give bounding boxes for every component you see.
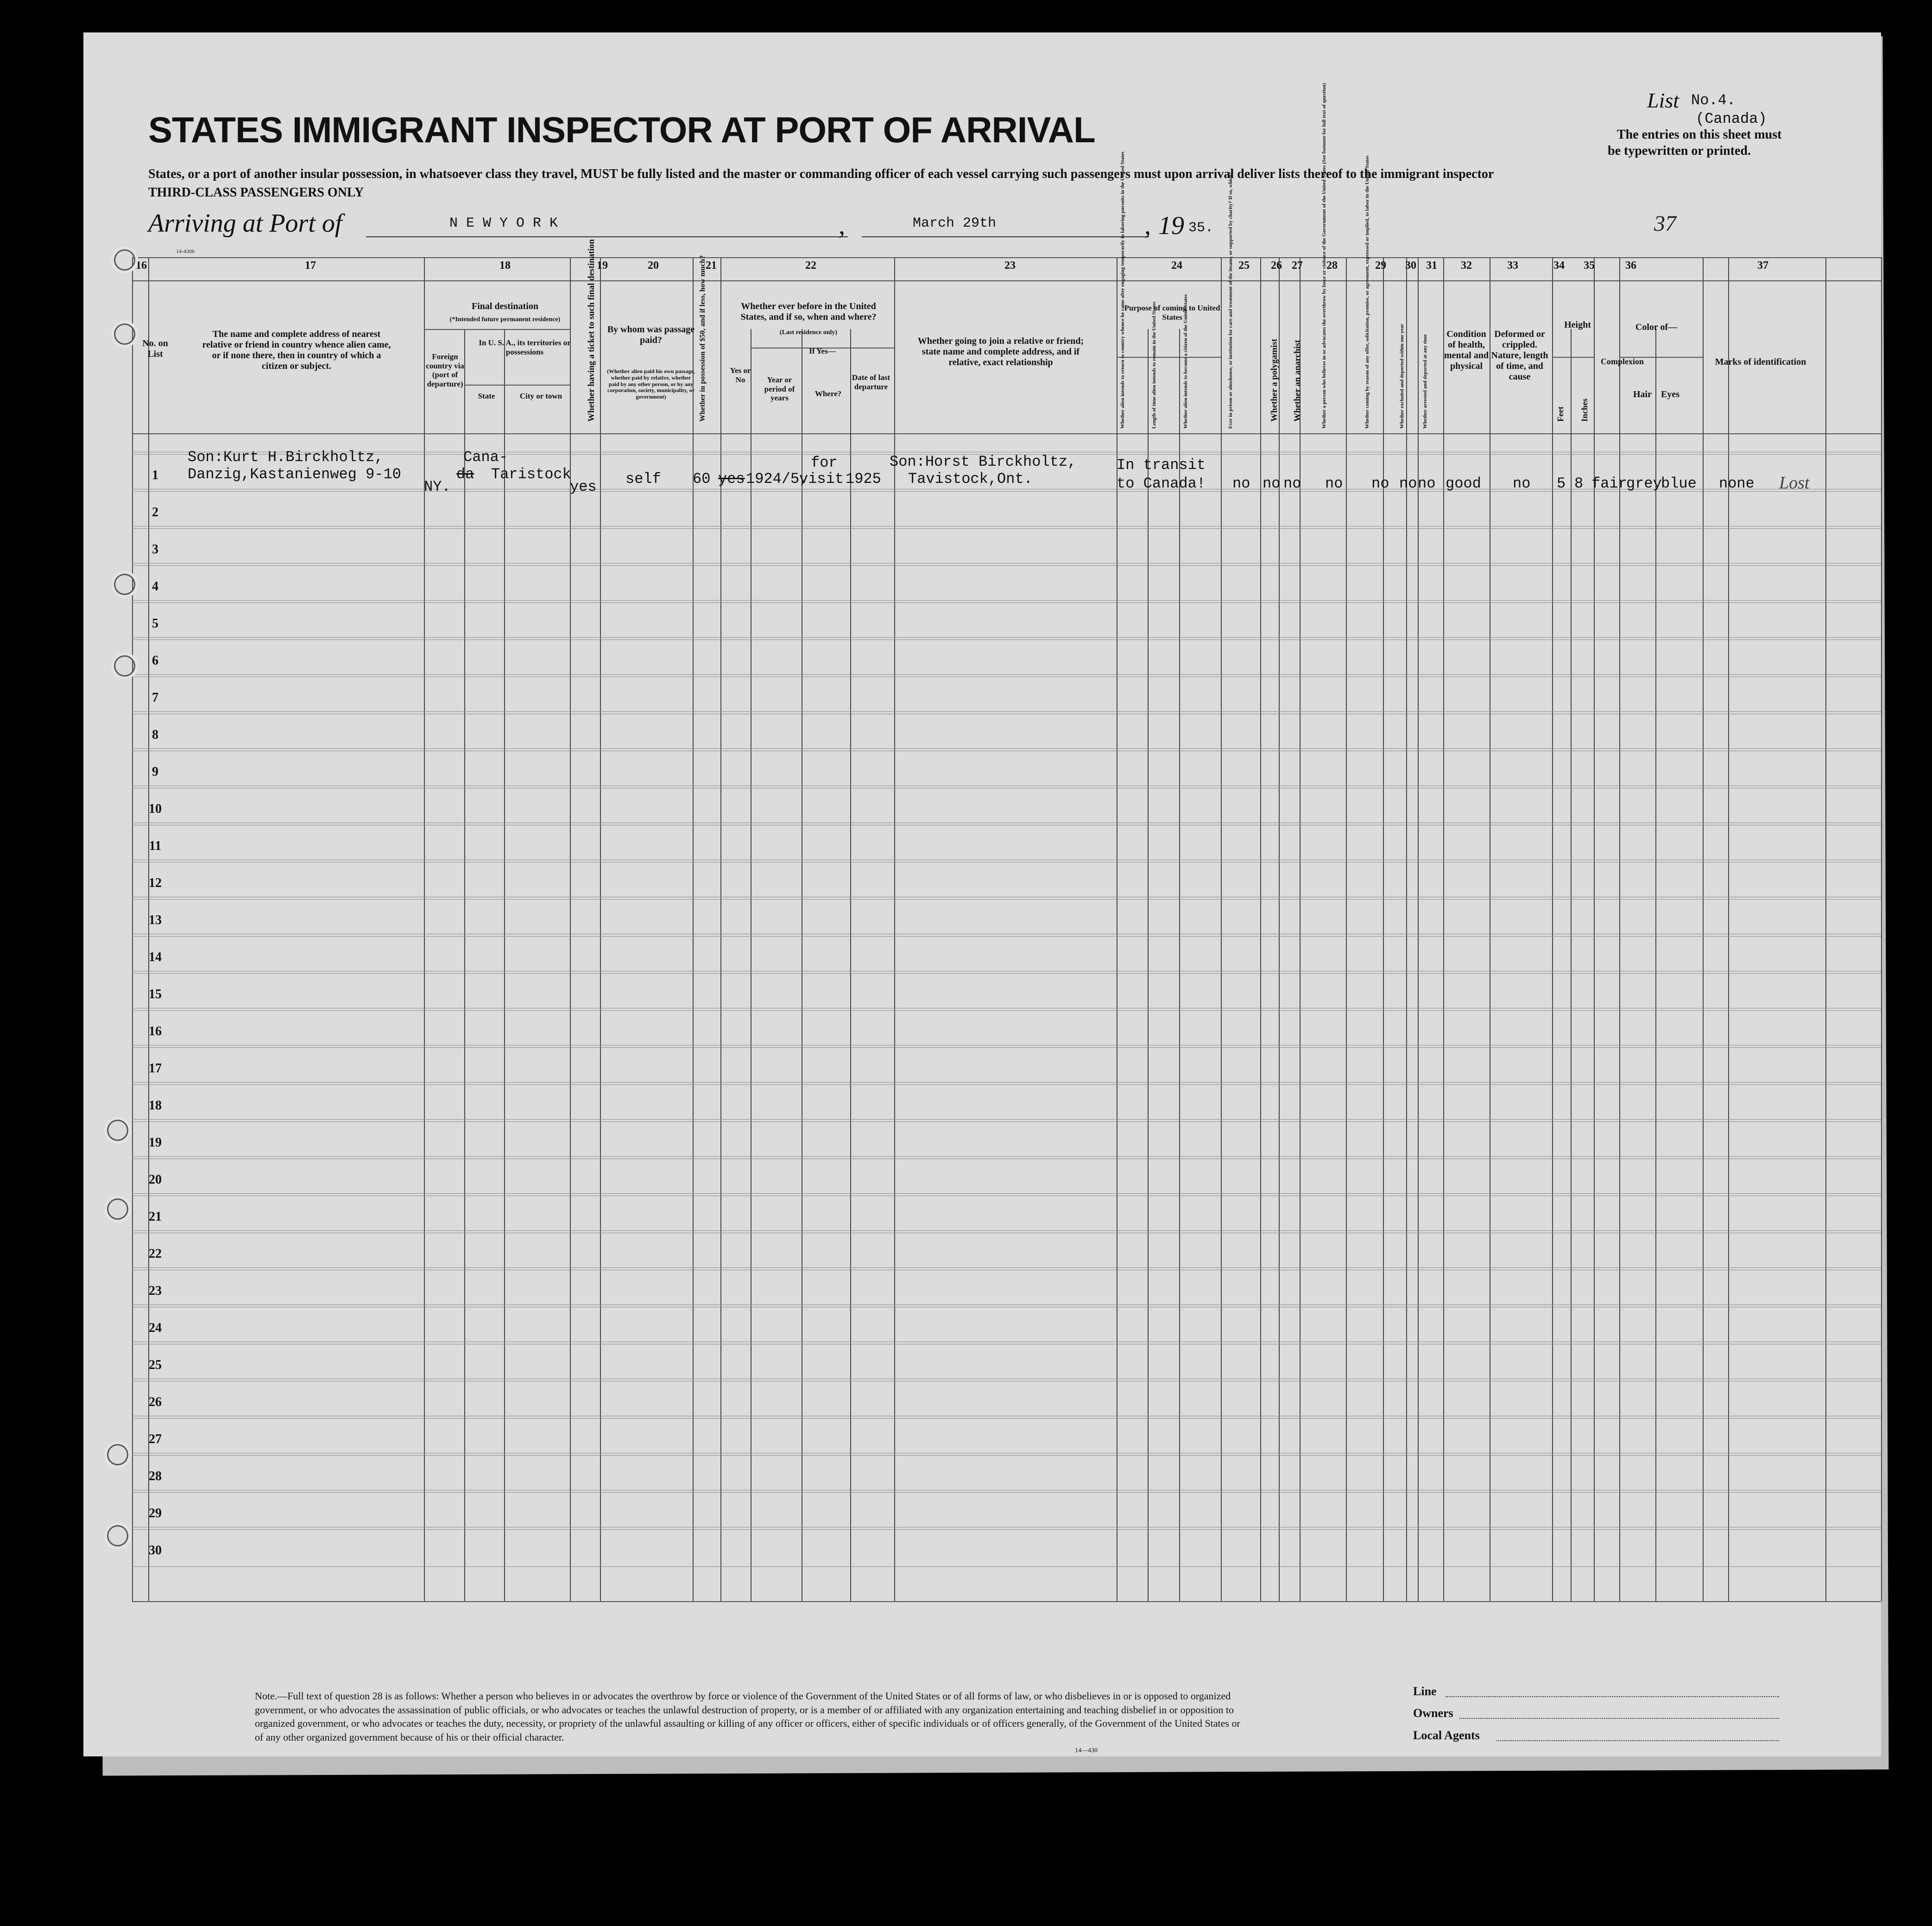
where-value-2: visit — [799, 470, 844, 488]
table-column-rule — [1703, 257, 1704, 1601]
hair-header: Hair — [1633, 389, 1652, 399]
q30-value: no — [1399, 475, 1417, 492]
col-23-number: 23 — [1004, 260, 1016, 272]
row-number: 21 — [149, 1210, 162, 1224]
binder-hole-reinforced — [104, 1196, 131, 1223]
passage-paid-header: By whom was passage paid? — [607, 324, 695, 345]
row-number: 18 — [149, 1098, 162, 1113]
table-rule — [132, 674, 1881, 675]
table-column-rule — [1571, 329, 1572, 1601]
deformed-value: no — [1513, 475, 1531, 492]
q28-value: no — [1325, 475, 1343, 492]
header-subtitle: States, or a port of another insular possession, in whatsoever class they travel, MUST be fully listed and the master or commanding officer of each vessel carrying such passengers must upon arrival deliver lists thereof to the immigrant inspector — [148, 167, 1494, 181]
table-column-rule — [1260, 257, 1261, 1601]
q28-header: Whether a person who believes in or advocates the overthrow by force or violence of the Government of the United States (See footnote for full text of question) — [1321, 83, 1327, 429]
final-destination-header: Final destination — [472, 301, 538, 311]
table-rule — [132, 1566, 1881, 1567]
date-underline — [862, 236, 1149, 237]
purpose-header: Purpose of coming to United States — [1124, 304, 1220, 322]
col-29-number: 29 — [1375, 260, 1386, 272]
col-18-number: 18 — [499, 260, 511, 272]
row-number: 17 — [149, 1061, 162, 1076]
destination-city: Taristock — [491, 466, 571, 483]
hair-value: grey — [1626, 475, 1662, 492]
row-number: 2 — [152, 505, 158, 520]
col-25-number: 25 — [1238, 260, 1250, 272]
table-rule — [132, 1121, 1881, 1122]
table-rule — [132, 563, 1881, 564]
q27-value: no — [1283, 475, 1301, 492]
table-rule — [132, 711, 1881, 712]
table-rule — [132, 1084, 1881, 1085]
polygamist-header: Whether a polygamist — [1269, 338, 1279, 422]
q29-value: no — [1371, 475, 1389, 492]
binder-hole — [39, 1522, 61, 1544]
money-value: 60 — [693, 470, 711, 488]
form-code-top: 14-430b — [176, 248, 195, 254]
feet-value: 5 — [1557, 475, 1566, 492]
purpose-a-header: Whether alien intends to return to country whence he came after engaging temporarily in laboring pursuits in the United States — [1120, 152, 1125, 429]
line-label: Line — [1413, 1685, 1437, 1698]
row-number: 3 — [152, 542, 158, 557]
col-22-number: 22 — [805, 260, 816, 272]
col-35-number: 35 — [1584, 260, 1595, 272]
table-column-rule — [1594, 257, 1595, 1601]
state-header: State — [478, 392, 495, 400]
eyes-header: Eyes — [1661, 389, 1679, 399]
q25-value: no — [1232, 475, 1250, 492]
table-rule — [132, 602, 1881, 603]
year-value: 1924/5, — [746, 470, 808, 488]
col-34-number: 34 — [1553, 260, 1565, 272]
table-column-rule — [850, 329, 851, 1601]
comma-1: , — [839, 211, 845, 240]
table-column-rule — [1148, 329, 1149, 1601]
margin-note: Lost — [1779, 473, 1810, 493]
col-26-number: 26 — [1271, 260, 1282, 272]
binder-hole — [44, 322, 65, 343]
table-column-rule — [570, 257, 571, 1601]
table-column-rule — [1406, 257, 1407, 1601]
sheet-number: 37 — [1654, 211, 1676, 236]
marks-header: Marks of identification — [1715, 357, 1806, 367]
table-column-rule — [1619, 257, 1620, 1601]
row-number: 30 — [149, 1543, 162, 1558]
col-28-number: 28 — [1326, 260, 1338, 272]
inches-value: 8 — [1574, 475, 1584, 492]
manifest-sheet — [83, 32, 1881, 1756]
table-column-rule — [1443, 257, 1444, 1601]
join-name: Son:Horst Birckholtz, — [890, 453, 1077, 470]
col-20-number: 20 — [648, 260, 659, 272]
port-underline — [366, 236, 848, 237]
table-column-rule — [1346, 257, 1347, 1601]
third-class-label: THIRD-CLASS PASSENGERS ONLY — [148, 185, 364, 200]
row-number: 29 — [149, 1506, 162, 1521]
table-rule — [132, 1119, 1881, 1120]
binder-hole-reinforced — [111, 321, 138, 348]
row-number: 25 — [149, 1358, 162, 1372]
table-column-rule — [1728, 257, 1729, 1601]
binder-hole — [39, 1196, 61, 1217]
q31-header: Whether arrested and deported at any time — [1422, 334, 1428, 429]
table-rule — [132, 1492, 1881, 1493]
purpose-value-2: to Canada! — [1117, 475, 1206, 492]
q31-value: no — [1418, 475, 1436, 492]
row-number: 23 — [149, 1284, 162, 1298]
list-number: No.4. — [1691, 92, 1736, 109]
table-rule — [132, 1047, 1881, 1048]
list-note-2: be typewritten or printed. — [1608, 144, 1751, 158]
table-rule — [132, 1156, 1881, 1157]
list-country: (Canada) — [1696, 110, 1767, 127]
table-column-rule — [1655, 329, 1656, 1601]
row-number: 19 — [149, 1135, 162, 1150]
table-rule — [132, 637, 1881, 638]
row-number: 28 — [149, 1469, 162, 1483]
in-usa-header: In U. S. A., its territories or possessions — [479, 338, 571, 356]
table-rule — [132, 1418, 1881, 1419]
q29-header: Whether coming by reason of any offer, solicitation, promise, or agreement, expressed or implied, to labor in the United States — [1364, 155, 1370, 429]
table-column-rule — [1221, 257, 1222, 1601]
table-column-rule — [1279, 257, 1280, 1601]
row-number: 4 — [152, 579, 158, 594]
binder-hole-reinforced — [111, 571, 138, 598]
row-number: 22 — [149, 1247, 162, 1261]
row-number: 1 — [152, 468, 158, 482]
date-value: March 29th — [913, 215, 997, 231]
ever-before-value: yes — [718, 470, 745, 488]
foreign-country-1: Cana- — [463, 449, 508, 466]
port-value: N E W Y O R K — [449, 215, 558, 231]
table-column-rule — [1179, 329, 1180, 1601]
color-of-header: Color of— — [1635, 322, 1678, 332]
nearest-relative-header: The name and complete address of nearest relative or friend in country whence alien came, or if none there, then in country of which a citizen or subject. — [202, 329, 391, 371]
table-column-rule — [132, 257, 133, 1601]
table-rule — [132, 973, 1881, 974]
table-rule — [132, 280, 1881, 281]
row-number: 14 — [149, 950, 162, 964]
table-column-rule — [720, 257, 721, 1601]
col-16-number: 16 — [136, 260, 147, 272]
row-number: 5 — [152, 616, 158, 631]
row-number: 10 — [149, 802, 162, 816]
line-field — [1446, 1696, 1779, 1697]
col-19-number: 19 — [597, 260, 608, 272]
row-number: 12 — [149, 876, 162, 890]
anarchist-header: Whether an anarchist — [1293, 340, 1302, 422]
table-rule — [132, 899, 1881, 900]
q30-header: Whether excluded and deported within one year — [1399, 323, 1405, 429]
passage-paid-value: self — [625, 470, 661, 488]
table-column-rule — [693, 257, 694, 1601]
col-36-number: 36 — [1625, 260, 1636, 272]
table-column-rule — [600, 257, 601, 1601]
table-rule — [132, 257, 1881, 258]
owners-field — [1459, 1718, 1779, 1719]
health-value: good — [1446, 475, 1481, 492]
table-rule — [132, 1601, 1881, 1602]
row-number: 16 — [149, 1024, 162, 1039]
passage-paid-note: (Whether alien paid his own passage, whether paid by relative, whether paid by any other person, or by any corporation, society, municipality, or government) — [607, 368, 695, 400]
table-rule — [132, 748, 1881, 749]
table-column-rule — [1383, 257, 1384, 1601]
col-24-number: 24 — [1171, 260, 1182, 272]
local-agents-label: Local Agents — [1413, 1729, 1480, 1742]
col-32-number: 32 — [1461, 260, 1472, 272]
table-rule — [132, 600, 1881, 601]
eyes-value: blue — [1661, 475, 1697, 492]
col-37-number: 37 — [1757, 260, 1768, 272]
purpose-c-header: Whether alien intends to become a citizen of the United States — [1183, 294, 1188, 429]
table-column-rule — [1418, 257, 1419, 1601]
list-note-1: The entries on this sheet must — [1617, 127, 1782, 142]
last-residence-note: (Last residence only) — [779, 329, 838, 336]
list-label: List — [1647, 89, 1679, 112]
no-on-list-header: No. on List — [142, 338, 168, 359]
row-number: 13 — [149, 913, 162, 927]
table-column-rule — [1300, 257, 1301, 1601]
table-column-rule — [1552, 257, 1553, 1601]
table-column-rule — [1825, 257, 1826, 1601]
table-rule — [424, 329, 570, 330]
table-rule — [132, 433, 1881, 434]
row-number: 26 — [149, 1395, 162, 1409]
row-number: 7 — [152, 691, 158, 705]
owners-label: Owners — [1413, 1706, 1453, 1720]
binder-hole — [44, 653, 65, 674]
table-rule — [132, 936, 1881, 937]
binder-hole-reinforced — [111, 653, 138, 679]
feet-header: Feet — [1556, 406, 1565, 422]
col-31-number: 31 — [1426, 260, 1437, 272]
q26-value: no — [1263, 475, 1281, 492]
health-header: Condition of health, mental and physical — [1444, 329, 1489, 371]
row-number: 27 — [149, 1432, 162, 1446]
question-28-footnote: Note.—Full text of question 28 is as follows: Whether a person who believes in or advocates the overthrow by force or violence of the Government of the United States or of all forms of law, or who disbelieves in or is opposed to organized government, or who advocates the assassination of public officials, or who advocates or teaches the unlawful destruction of property, or is a member of or affiliated with any organization entertaining and teaching disbelief in or opposition to organized government, or who advocates or teaches the duty, necessity, or propriety of the unlawful assaulting or killing of any officer or officers, either of specific individuals or of officers generally, of the Government of the United States or of any other organized government because of his or their official character. — [255, 1690, 1240, 1743]
table-rule — [132, 1529, 1881, 1530]
table-column-rule — [1881, 257, 1882, 1601]
binder-hole — [39, 1117, 61, 1138]
table-column-rule — [464, 329, 465, 1601]
binder-hole-reinforced — [111, 247, 138, 273]
ticket-value: yes — [570, 478, 597, 495]
purpose-b-header: Length of time alien intends to remain in the United States — [1151, 301, 1157, 429]
ticket-header: Whether having a ticket to such final destination — [587, 239, 596, 422]
relative-address: Danzig,Kastanienweg 9-10 — [188, 466, 401, 483]
binder-hole — [44, 248, 65, 269]
row-number: 24 — [149, 1321, 162, 1335]
table-rule — [1117, 357, 1221, 358]
join-relative-header: Whether going to join a relative or friend; state name and complete address, and if relative, exact relationship — [917, 336, 1084, 367]
table-rule — [132, 1455, 1881, 1456]
deformed-header: Deformed or crippled. Nature, length of time, and cause — [1491, 329, 1548, 382]
table-column-rule — [504, 329, 505, 1601]
table-rule — [132, 1010, 1881, 1011]
binder-hole — [39, 1441, 61, 1463]
comma-2: , — [1144, 211, 1151, 240]
form-code-bottom: 14—430 — [1075, 1747, 1098, 1754]
year-prefix: 19 — [1158, 211, 1184, 240]
table-column-rule — [424, 257, 425, 1601]
table-rule — [1552, 357, 1594, 358]
col-30-number: 30 — [1405, 260, 1416, 272]
page-title: STATES IMMIGRANT INSPECTOR AT PORT OF ARRIVAL — [148, 109, 1095, 150]
relative-name: Son:Kurt H.Birckholtz, — [188, 449, 384, 466]
purpose-value-1: In transit — [1117, 456, 1206, 474]
row-number: 15 — [149, 987, 162, 1001]
if-yes-header: If Yes— — [809, 347, 836, 355]
table-rule — [132, 1267, 1881, 1268]
complexion-value: fair — [1591, 475, 1627, 492]
table-rule — [132, 528, 1881, 529]
possession-50-header: Whether in possession of $50, and if less, how much? — [699, 255, 707, 422]
year-period-header: Year or period of years — [764, 375, 795, 403]
ever-before-header: Whether ever before in the United States, and if so, when and where? — [740, 301, 877, 322]
table-rule — [132, 1082, 1881, 1083]
table-rule — [132, 565, 1881, 566]
row-number: 20 — [149, 1172, 162, 1187]
final-destination-note: (*Intended future permanent residence) — [449, 316, 561, 323]
col-21-number: 21 — [706, 260, 717, 272]
row-number: 6 — [152, 653, 158, 668]
binder-hole — [44, 571, 65, 592]
col-33-number: 33 — [1507, 260, 1518, 272]
col-27-number: 27 — [1292, 260, 1303, 272]
arriving-label: Arriving at Port of — [148, 209, 342, 238]
join-address: Tavistock,Ont. — [908, 470, 1033, 488]
binder-hole-reinforced — [104, 1441, 131, 1468]
col-17-number: 17 — [305, 260, 316, 272]
local-agents-field — [1496, 1740, 1779, 1741]
inches-header: Inches — [1580, 398, 1589, 422]
marks-value: none — [1719, 475, 1755, 492]
prison-header: Ever in prison or almshouse, or institution for care and treatment of the insane, or supported by charity? If so, which? — [1228, 172, 1233, 429]
foreign-country-header: Foreign country via (port of departure) — [426, 352, 464, 388]
departure-date-value: 1925 — [846, 470, 881, 488]
foreign-country-2: da — [456, 466, 474, 483]
row-number: 9 — [152, 765, 158, 779]
binder-hole-reinforced — [104, 1117, 131, 1144]
table-rule — [132, 1230, 1881, 1231]
table-rule — [132, 1193, 1881, 1194]
yes-or-no-header: Yes or No — [730, 366, 751, 384]
year-suffix: 35. — [1188, 220, 1214, 236]
binder-hole-reinforced — [104, 1522, 131, 1549]
date-departure-header: Date of last departure — [852, 373, 890, 391]
height-header: Height — [1564, 320, 1591, 330]
table-rule — [464, 385, 570, 386]
city-header: City or town — [519, 392, 562, 400]
destination-state: NY. — [424, 478, 451, 495]
complexion-header: Complexion — [1601, 357, 1644, 366]
where-value-1: for — [811, 454, 838, 471]
row-number: 8 — [152, 728, 158, 742]
row-number: 11 — [149, 839, 162, 853]
where-header: Where? — [814, 389, 842, 398]
